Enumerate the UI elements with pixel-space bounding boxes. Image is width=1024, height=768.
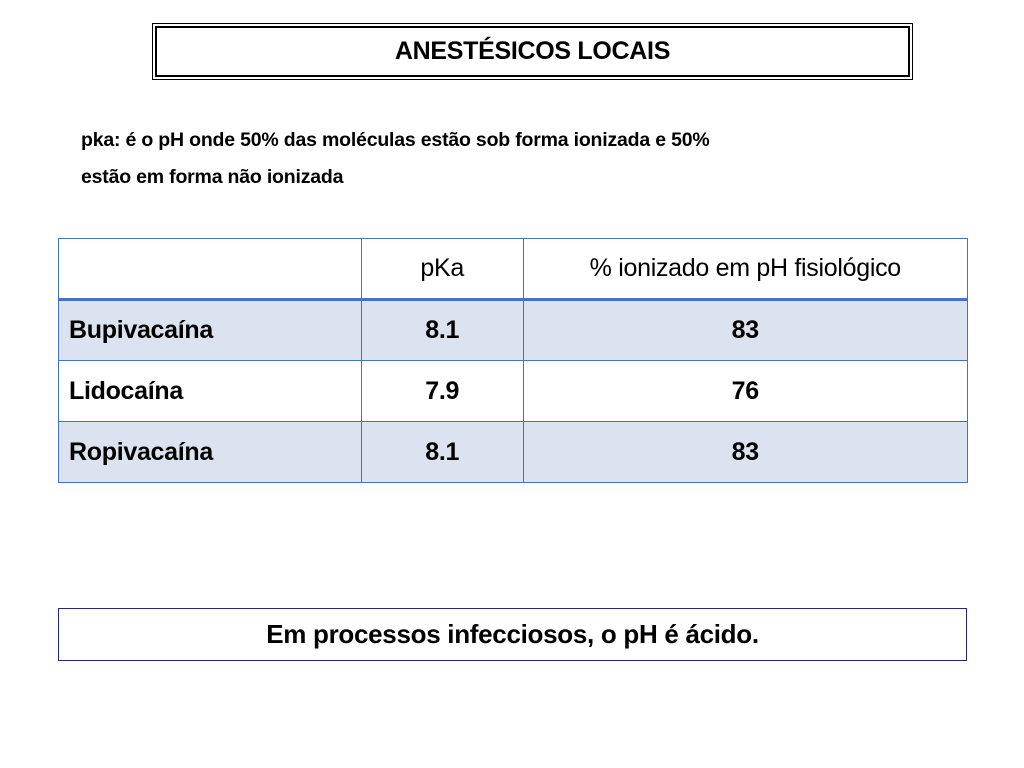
definition-line-2: estão em forma não ionizada: [81, 166, 344, 188]
pka-value: 7.9: [361, 361, 523, 422]
anesthetics-table: [58, 238, 968, 483]
table-row: [59, 361, 968, 422]
pka-value: 8.1: [361, 300, 523, 361]
title-box: [152, 23, 913, 80]
ionized-value: 83: [523, 300, 967, 361]
drug-name: Bupivacaína: [59, 300, 362, 361]
header-empty: [59, 239, 362, 300]
definition-line-1: pka: é o pH onde 50% das moléculas estão sob forma ionizada e 50%: [81, 129, 710, 151]
pka-definition: [81, 122, 921, 196]
page-title: ANESTÉSICOS LOCAIS: [155, 26, 910, 77]
table-row: [59, 422, 968, 483]
ionized-value: 83: [523, 422, 967, 483]
ionized-value: 76: [523, 361, 967, 422]
table-header-row: [59, 239, 968, 300]
drug-name: Ropivacaína: [59, 422, 362, 483]
acidic-ph-note: Em processos infecciosos, o pH é ácido.: [58, 608, 967, 661]
header-ionized: % ionizado em pH fisiológico: [523, 239, 967, 300]
pka-value: 8.1: [361, 422, 523, 483]
drug-name: Lidocaína: [59, 361, 362, 422]
table-row: [59, 300, 968, 361]
header-pka: pKa: [361, 239, 523, 300]
